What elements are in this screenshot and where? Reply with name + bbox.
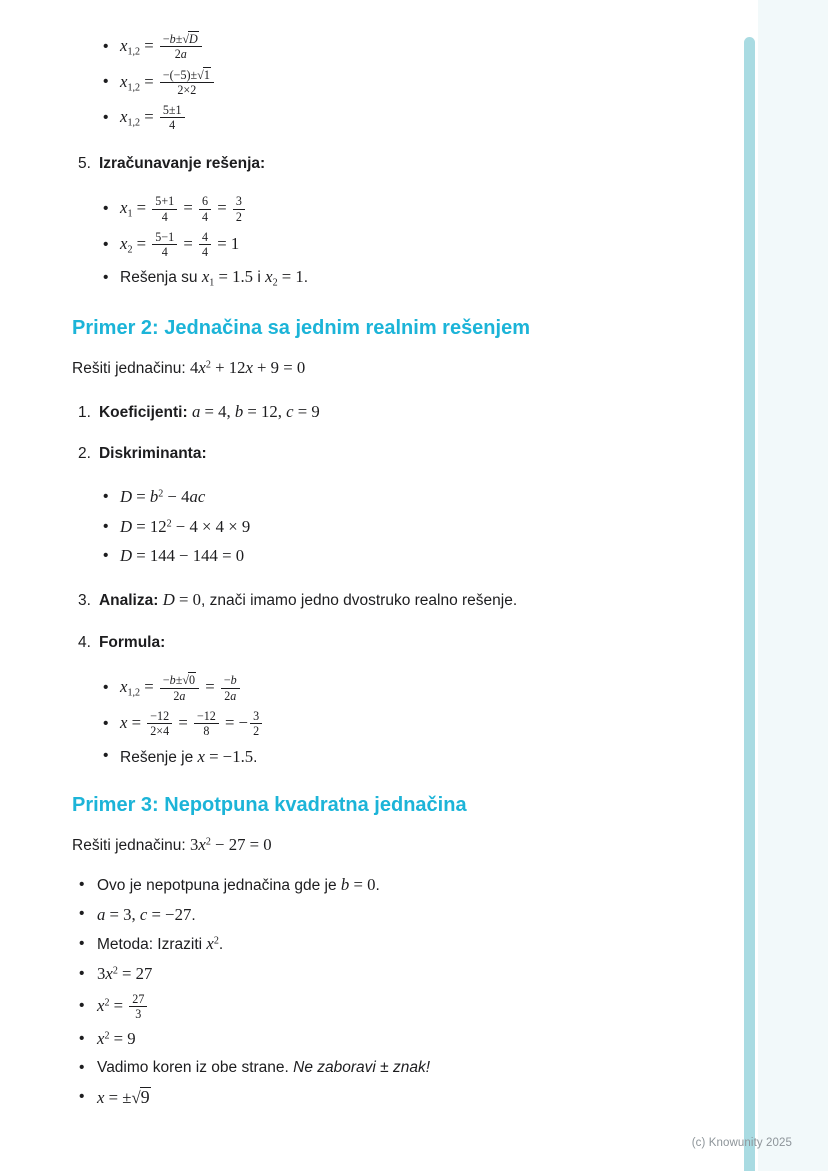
math-text: 8: [203, 724, 210, 739]
fraction-numerator: [160, 673, 199, 687]
math-fraction: [160, 68, 214, 98]
math-subscript: 1,2: [127, 688, 141, 699]
math-sqrt: [197, 68, 211, 82]
math-variable: x: [120, 107, 128, 127]
math-text: −12: [150, 709, 170, 723]
fraction-numerator: [199, 194, 211, 208]
math-text: ±: [175, 673, 183, 688]
list-item: [72, 673, 722, 703]
math-text: =: [132, 198, 151, 218]
math-superscript: 2: [205, 359, 211, 371]
math-fraction: [194, 709, 219, 739]
math-subscript: 1,2: [127, 46, 141, 58]
math-text: 3: [235, 194, 242, 209]
radicand: [188, 672, 196, 687]
math-superscript: 2: [158, 488, 164, 500]
math-text: = 1: [213, 233, 240, 253]
fraction-denominator: [250, 723, 262, 738]
radicand: [140, 1087, 151, 1107]
math-fraction: [160, 673, 199, 703]
math-variable: c: [139, 904, 148, 924]
math-variable: b: [340, 874, 350, 894]
radical-sign-icon: √: [197, 67, 204, 82]
math-superscript: 2: [166, 518, 172, 530]
math-variable: x: [201, 267, 210, 287]
text-run: .: [303, 269, 309, 287]
math-text: 9: [140, 1086, 150, 1107]
math-variable: x: [265, 267, 273, 287]
math-fraction: [160, 32, 202, 62]
item-label: Koeficijenti:: [98, 403, 188, 421]
math-text: = −: [220, 713, 249, 733]
list-item: [72, 1085, 722, 1110]
list-item: [72, 1027, 722, 1051]
math-variable: x: [197, 746, 205, 766]
text-run: .: [253, 748, 258, 766]
math-variable: x: [97, 995, 105, 1015]
list-item: [72, 873, 722, 897]
math-text: =: [132, 233, 151, 253]
math-superscript: 2: [213, 935, 219, 947]
fraction-denominator: [147, 723, 172, 738]
item-label: Izračunavanje rešenja:: [98, 154, 266, 172]
text-run: Rešenje je: [120, 748, 198, 766]
math-superscript: 2: [104, 1030, 110, 1042]
math-text: = 0: [349, 874, 376, 894]
math-text: − 27 = 0: [210, 835, 272, 855]
math-text: 2: [224, 688, 231, 703]
fraction-numerator: [152, 194, 177, 208]
list-item: [72, 515, 722, 539]
text-run: , znači imamo jedno dvostruko realno rešenje.: [200, 592, 518, 610]
math-text: 4: [161, 245, 168, 260]
fraction-numerator: [160, 32, 202, 46]
text-run: .: [375, 876, 380, 894]
math-fraction: [147, 709, 172, 739]
math-variable: x: [120, 198, 128, 218]
text-run: .: [218, 936, 224, 954]
section-heading: Primer 3: Nepotpuna kvadratna jednačina: [72, 794, 467, 817]
list-item: [72, 265, 722, 291]
math-text: =: [109, 995, 128, 1015]
math-text: =: [174, 713, 192, 733]
math-text: 3: [97, 963, 106, 983]
math-text: 0: [188, 673, 196, 688]
math-variable: x: [120, 677, 128, 697]
list-item: [72, 194, 722, 224]
item-number: 3.: [78, 592, 91, 610]
radicand: [188, 31, 199, 46]
numbered-item: [72, 632, 722, 654]
math-text: =: [140, 71, 158, 91]
math-text: −: [162, 673, 170, 688]
fraction-numerator: [160, 68, 214, 82]
math-variable: x: [97, 1087, 105, 1107]
copyright-footer: (c) Knowunity 2025: [691, 1137, 792, 1149]
radicand: [203, 67, 211, 82]
math-variable: c: [286, 401, 294, 421]
item-text: [158, 592, 517, 609]
math-text: 5±1: [162, 103, 182, 118]
math-variable: b: [169, 673, 176, 688]
fraction-denominator: [129, 1006, 147, 1021]
math-variable: x: [245, 357, 253, 377]
bullet-list: [72, 194, 722, 291]
fraction-denominator: [221, 688, 240, 703]
fraction-denominator: [194, 723, 219, 738]
math-text: + 9 = 0: [252, 357, 306, 377]
math-variable: b: [234, 401, 244, 421]
math-text: =: [127, 713, 146, 733]
math-variable: x: [198, 835, 206, 855]
math-variable: D: [162, 590, 175, 610]
math-fraction: [233, 194, 245, 224]
math-text: = 27: [117, 963, 153, 983]
math-variable: a: [180, 47, 187, 62]
item-number: 2.: [78, 445, 91, 463]
math-text: −(−5)±: [162, 67, 198, 82]
item-number: 5.: [78, 154, 91, 172]
math-fraction: [199, 194, 211, 224]
math-text: 4: [190, 357, 199, 377]
math-text: = 0: [174, 590, 201, 610]
math-subscript: 1,2: [127, 117, 141, 129]
math-text: = −27: [147, 904, 192, 924]
math-text: 3: [190, 835, 199, 855]
math-text: 3: [135, 1006, 142, 1021]
math-variable: a: [179, 688, 186, 703]
math-text: 6: [201, 194, 209, 209]
math-variable: x: [120, 713, 128, 733]
fraction-numerator: [160, 103, 185, 117]
list-item: [72, 903, 722, 927]
math-text: = −1.5: [204, 746, 254, 766]
text-run: Vadimo koren iz obe strane.: [97, 1058, 294, 1076]
math-text: =: [213, 198, 231, 218]
math-text: 27: [132, 991, 145, 1006]
list-item: [72, 68, 722, 98]
fraction-numerator: [129, 992, 147, 1006]
math-variable: x: [105, 963, 113, 983]
math-variable: D: [120, 516, 133, 536]
list-item: [72, 485, 722, 509]
text-run: Rešiti jednačinu:: [72, 837, 191, 855]
numbered-item: [72, 400, 722, 424]
math-text: −: [223, 673, 231, 688]
bullet-list: [72, 485, 722, 568]
math-variable: a: [97, 904, 106, 924]
math-subscript: 2: [127, 244, 133, 256]
math-text: 2: [173, 688, 180, 703]
list-item: [72, 992, 722, 1022]
math-subscript: 1: [127, 208, 133, 220]
math-sqrt: [131, 1088, 150, 1107]
list-item: [72, 1057, 722, 1079]
fraction-denominator: [160, 117, 185, 132]
math-text: =: [179, 198, 197, 218]
scrollbar-thumb[interactable]: [744, 37, 755, 1171]
math-variable: ac: [189, 487, 206, 507]
numbered-item: [72, 153, 722, 175]
fraction-denominator: [152, 209, 177, 224]
page-right-margin: [758, 0, 828, 1171]
math-variable: D: [120, 546, 133, 566]
radical-sign-icon: √: [182, 32, 189, 46]
math-text: 4: [161, 209, 168, 224]
math-variable: x: [120, 71, 128, 91]
math-variable: a: [230, 688, 237, 703]
radical-sign-icon: √: [182, 673, 189, 688]
math-text: 4: [201, 229, 209, 244]
math-text: 1: [203, 67, 210, 82]
math-text: = 1.5: [214, 267, 254, 287]
paragraph: [72, 833, 722, 857]
fraction-denominator: [152, 244, 177, 259]
fraction-denominator: [160, 46, 202, 61]
math-text: 2: [253, 724, 260, 739]
fraction-numerator: [152, 230, 177, 244]
list-item: [72, 745, 722, 769]
item-label: Analiza:: [98, 592, 159, 610]
fraction-numerator: [199, 230, 211, 244]
bullet-list: [72, 673, 722, 768]
math-fraction: [221, 673, 240, 703]
text-run: .: [191, 906, 196, 924]
math-variable: b: [230, 673, 237, 688]
math-subscript: 2: [272, 277, 278, 289]
math-variable: x: [198, 357, 206, 377]
math-text: −: [162, 32, 170, 46]
math-text: =: [132, 487, 150, 507]
math-text: =: [140, 36, 158, 56]
list-item: [72, 544, 722, 568]
math-variable: b: [169, 32, 176, 46]
math-text: 3: [253, 709, 260, 723]
math-text: − 4: [163, 487, 190, 507]
list-item: [72, 230, 722, 260]
math-text: 2: [235, 209, 242, 224]
emphasis-text: Ne zaboravi ± znak!: [293, 1058, 431, 1076]
math-fraction: [152, 194, 177, 224]
item-text: [188, 401, 320, 421]
bullet-list: [72, 873, 722, 1110]
text-run: Rešiti jednačinu:: [72, 359, 191, 377]
bullet-list: [72, 32, 722, 133]
math-text: = ±: [104, 1087, 132, 1107]
fraction-denominator: [233, 209, 245, 224]
fraction-numerator: [250, 709, 262, 723]
math-text: 2: [174, 47, 181, 62]
math-superscript: 2: [112, 965, 118, 977]
math-variable: a: [191, 401, 201, 421]
fraction-denominator: [199, 209, 211, 224]
list-item: [72, 932, 722, 956]
math-text: − 4 × 4 × 9: [171, 516, 251, 536]
math-subscript: 1,2: [127, 82, 141, 94]
item-label: Formula:: [98, 633, 166, 651]
math-variable: b: [149, 487, 159, 507]
math-text: 2×2: [177, 82, 197, 97]
list-item: [72, 709, 722, 739]
math-text: ±: [175, 32, 183, 46]
math-text: 5+1: [155, 194, 175, 209]
fraction-numerator: [233, 194, 245, 208]
math-variable: x: [97, 1029, 105, 1049]
math-text: = 9: [293, 401, 320, 421]
text-run: i: [253, 269, 266, 287]
list-item: [72, 962, 722, 986]
math-variable: x: [206, 934, 214, 954]
fraction-numerator: [147, 709, 172, 723]
math-variable: x: [120, 233, 128, 253]
math-variable: D: [188, 32, 198, 46]
numbered-item: [72, 588, 722, 612]
math-text: =: [140, 677, 158, 697]
math-text: −12: [196, 709, 216, 723]
math-text: = 4,: [200, 401, 235, 421]
text-run: Ovo je nepotpuna jednačina gde je: [97, 876, 341, 894]
math-text: 4: [201, 209, 209, 224]
math-text: = 12: [132, 516, 167, 536]
math-text: 2×4: [150, 724, 170, 739]
math-fraction: [129, 992, 147, 1022]
section-heading: Primer 2: Jednačina sa jednim realnim rešenjem: [72, 316, 530, 339]
math-text: = 12,: [243, 401, 287, 421]
list-item: [72, 103, 722, 133]
math-sqrt: [182, 673, 196, 687]
math-text: =: [201, 677, 219, 697]
fraction-numerator: [194, 709, 219, 723]
math-fraction: [199, 230, 211, 260]
paragraph: [72, 356, 722, 380]
fraction-numerator: [221, 673, 240, 687]
math-subscript: 1: [209, 277, 215, 289]
math-text: =: [140, 107, 158, 127]
fraction-denominator: [160, 82, 214, 97]
fraction-denominator: [199, 244, 211, 259]
math-fraction: [160, 103, 185, 133]
math-superscript: 2: [104, 997, 110, 1009]
math-text: 5−1: [155, 229, 175, 244]
radical-sign-icon: √: [131, 1087, 141, 1107]
math-fraction: [250, 709, 262, 739]
math-text: = 144 − 144 = 0: [132, 546, 245, 566]
document-content: [72, 26, 722, 1116]
math-text: 4: [169, 118, 176, 133]
list-item: [72, 32, 722, 62]
math-sqrt: [182, 32, 198, 46]
math-text: = 3,: [105, 904, 140, 924]
math-fraction: [152, 230, 177, 260]
math-text: =: [179, 233, 197, 253]
text-run: Metoda: Izraziti: [97, 936, 207, 954]
math-text: = 1: [277, 267, 304, 287]
math-variable: D: [120, 487, 133, 507]
text-run: Rešenja su: [120, 269, 202, 287]
math-text: 4: [201, 245, 209, 260]
math-superscript: 2: [205, 836, 211, 848]
item-number: 1.: [78, 403, 91, 421]
math-variable: x: [120, 36, 128, 56]
item-label: Diskriminanta:: [98, 445, 207, 463]
numbered-item: [72, 443, 722, 465]
fraction-denominator: [160, 688, 199, 703]
math-text: + 12: [210, 357, 246, 377]
math-text: = 9: [109, 1029, 136, 1049]
item-number: 4.: [78, 633, 91, 651]
